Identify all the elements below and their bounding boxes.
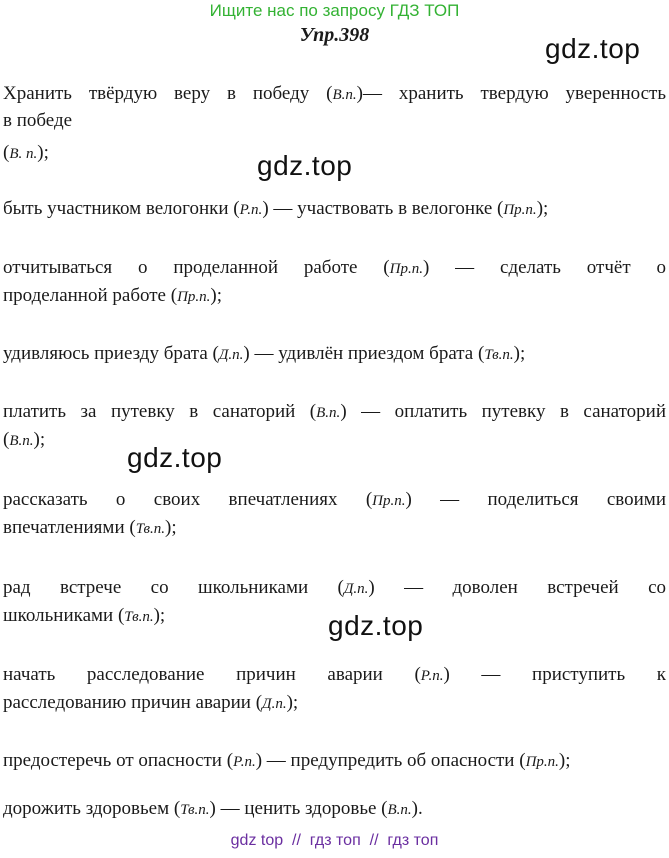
text-line: предостеречь от опасности (Р.п.) — предупредить об опасности (Пр.п.); [3, 750, 571, 771]
text-line: в победе [3, 110, 73, 131]
text-line: начать расследование причин аварии (Р.п.) — приступить к [3, 664, 666, 685]
text-line: проделанной работе (Пр.п.); [3, 285, 223, 306]
exercise-title: Упр.398 [299, 24, 370, 46]
watermark: gdz.top [545, 33, 641, 64]
text-line: школьниками (Тв.п.); [3, 605, 166, 626]
text-line: быть участником велогонки (Р.п.) — участвовать в велогонке (Пр.п.); [3, 198, 549, 219]
text-line: Хранить твёрдую веру в победу (В.п.)— хранить твердую уверенность [3, 83, 666, 104]
text-line: (В. п.); [3, 142, 49, 163]
watermark: gdz.top [328, 610, 424, 641]
watermark: gdz.top [257, 150, 353, 181]
text-line: отчитываться о проделанной работе (Пр.п.) — сделать отчёт о [3, 257, 666, 278]
text-line: рад встрече со школьниками (Д.п.) — доволен встречей со [3, 577, 666, 598]
text-line: платить за путевку в санаторий (В.п.) — оплатить путевку в санаторий [3, 401, 667, 422]
footer-credits: gdz top // гдз топ // гдз топ [230, 832, 439, 849]
text-line: впечатлениями (Тв.п.); [3, 517, 177, 538]
text-line: дорожить здоровьем (Тв.п.) — ценить здоровье (В.п.). [3, 798, 423, 819]
search-banner: Ищите нас по запросу ГДЗ ТОП [209, 1, 460, 20]
text-line: рассказать о своих впечатлениях (Пр.п.) — поделиться своими [3, 489, 666, 510]
text-line: удивляюсь приезду брата (Д.п.) — удивлён приездом брата (Тв.п.); [3, 343, 526, 364]
watermark: gdz.top [127, 442, 223, 473]
text-line: (В.п.); [3, 429, 46, 450]
text-line: расследованию причин аварии (Д.п.); [3, 692, 299, 713]
